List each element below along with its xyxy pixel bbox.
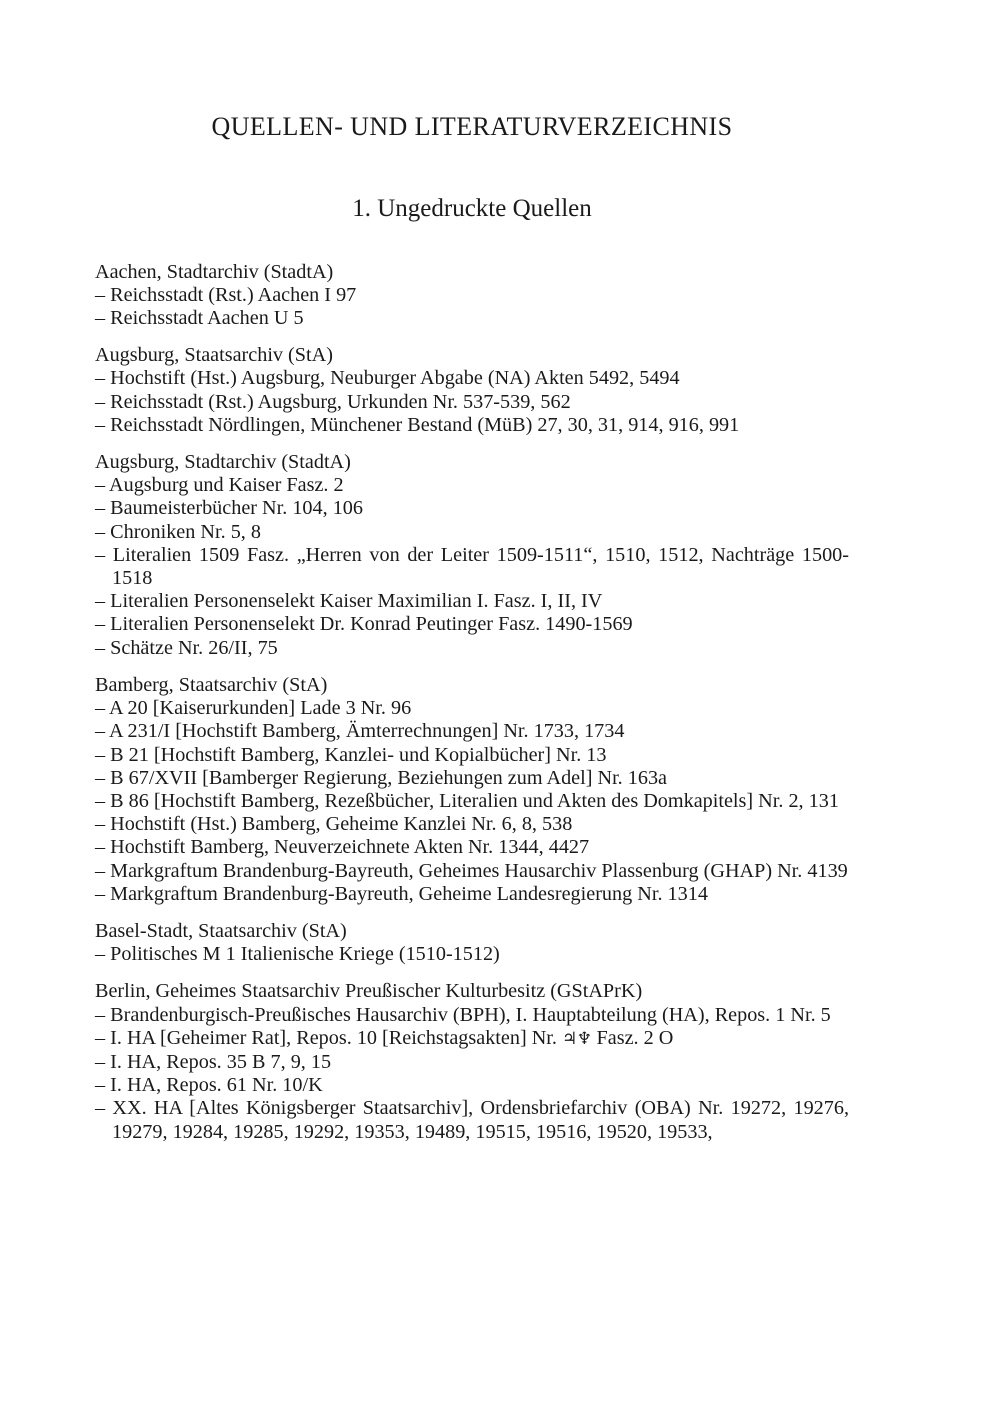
bibliography-entry: – Markgraftum Brandenburg-Bayreuth, Geheime Landesregierung Nr. 1314	[95, 882, 708, 905]
bibliography-entry: – Reichsstadt (Rst.) Aachen I 97	[95, 283, 357, 306]
bibliography-entry: – XX. HA [Altes Königsberger Staatsarchiv], Ordensbriefarchiv (OBA) Nr. 19272, 19276, 19279, 19284, 19285, 19292, 19353, 19489, 19515, 19516, 19520, 19533,	[95, 1097, 849, 1143]
archive-heading: Bamberg, Staatsarchiv (StA)	[95, 673, 328, 696]
archive-entry-list	[95, 943, 849, 966]
bibliography-entry: – A 231/I [Hochstift Bamberg, Ämterrechnungen] Nr. 1733, 1734	[95, 720, 625, 743]
bibliography-entry: – B 67/XVII [Bamberger Regierung, Beziehungen zum Adel] Nr. 163a	[95, 766, 668, 789]
bibliography-entry: – Hochstift (Hst.) Bamberg, Geheime Kanzlei Nr. 6, 8, 538	[95, 813, 573, 836]
archive-heading: Berlin, Geheimes Staatsarchiv Preußischer Kulturbesitz (GStAPrK)	[95, 980, 643, 1003]
archive-heading: Basel-Stadt, Staatsarchiv (StA)	[95, 919, 347, 942]
archive-group	[95, 344, 849, 437]
archive-heading: Aachen, Stadtarchiv (StadtA)	[95, 260, 334, 283]
bibliography-entry: – A 20 [Kaiserurkunden] Lade 3 Nr. 96	[95, 697, 412, 720]
archive-group	[95, 980, 849, 1143]
bibliography-entry: – Chroniken Nr. 5, 8	[95, 520, 261, 543]
bibliography-entry: – Reichsstadt Aachen U 5	[95, 307, 304, 330]
bibliography-entry: – Schätze Nr. 26/II, 75	[95, 636, 278, 659]
archive-entry-list	[95, 367, 849, 437]
planet-shelfmark-glyph: ♃♆	[562, 1028, 592, 1049]
bibliography-entry: – Baumeisterbücher Nr. 104, 106	[95, 497, 363, 520]
page-title: QUELLEN- UND LITERATURVERZEICHNIS	[211, 112, 733, 141]
page-content	[95, 0, 849, 1144]
archive-heading: Augsburg, Staatsarchiv (StA)	[95, 344, 333, 367]
bibliography-entry: – Politisches M 1 Italienische Kriege (1510-1512)	[95, 943, 500, 966]
bibliography-entry: – Markgraftum Brandenburg-Bayreuth, Geheimes Hausarchiv Plassenburg (GHAP) Nr. 4139	[95, 859, 848, 882]
bibliography-entry: – Literalien Personenselekt Kaiser Maximilian I. Fasz. I, II, IV	[95, 590, 603, 613]
bibliography-entry: – Brandenburgisch-Preußisches Hausarchiv (BPH), I. Hauptabteilung (HA), Repos. 1 Nr. 5	[95, 1003, 831, 1026]
bibliography-entry: – Reichsstadt (Rst.) Augsburg, Urkunden Nr. 537-539, 562	[95, 390, 571, 413]
archive-heading: Augsburg, Stadtarchiv (StadtA)	[95, 451, 351, 474]
bibliography-entry: – I. HA, Repos. 61 Nr. 10/K	[95, 1074, 323, 1097]
archive-group	[95, 261, 849, 331]
bibliography-entry: – I. HA [Geheimer Rat], Repos. 10 [Reichstagsakten] Nr. ♃♆ Fasz. 2 O	[95, 1026, 674, 1049]
archive-entry-list	[95, 474, 849, 660]
archive-entry-list	[95, 284, 849, 330]
bibliography-entry: – I. HA, Repos. 35 B 7, 9, 15	[95, 1050, 332, 1073]
archive-group	[95, 674, 849, 906]
section-title: 1. Ungedruckte Quellen	[352, 194, 592, 222]
bibliography-list	[95, 261, 849, 1144]
bibliography-entry: – Hochstift Bamberg, Neuverzeichnete Akten Nr. 1344, 4427	[95, 836, 590, 859]
bibliography-entry: – Hochstift (Hst.) Augsburg, Neuburger Abgabe (NA) Akten 5492, 5494	[95, 367, 680, 390]
bibliography-entry: – Augsburg und Kaiser Fasz. 2	[95, 474, 344, 497]
bibliography-entry: – Literalien 1509 Fasz. „Herren von der Leiter 1509-1511“, 1510, 1512, Nachträge 1500-1518	[95, 543, 849, 590]
archive-entry-list	[95, 1004, 849, 1144]
archive-group	[95, 451, 849, 660]
bibliography-entry: – B 86 [Hochstift Bamberg, Rezeßbücher, Literalien und Akten des Domkapitels] Nr. 2, 131	[95, 789, 839, 812]
archive-group	[95, 920, 849, 966]
archive-entry-list	[95, 697, 849, 906]
bibliography-entry: – Reichsstadt Nördlingen, Münchener Bestand (MüB) 27, 30, 31, 914, 916, 991	[95, 413, 740, 436]
bibliography-entry: – Literalien Personenselekt Dr. Konrad Peutinger Fasz. 1490-1569	[95, 613, 633, 636]
bibliography-entry: – B 21 [Hochstift Bamberg, Kanzlei- und Kopialbücher] Nr. 13	[95, 743, 607, 766]
